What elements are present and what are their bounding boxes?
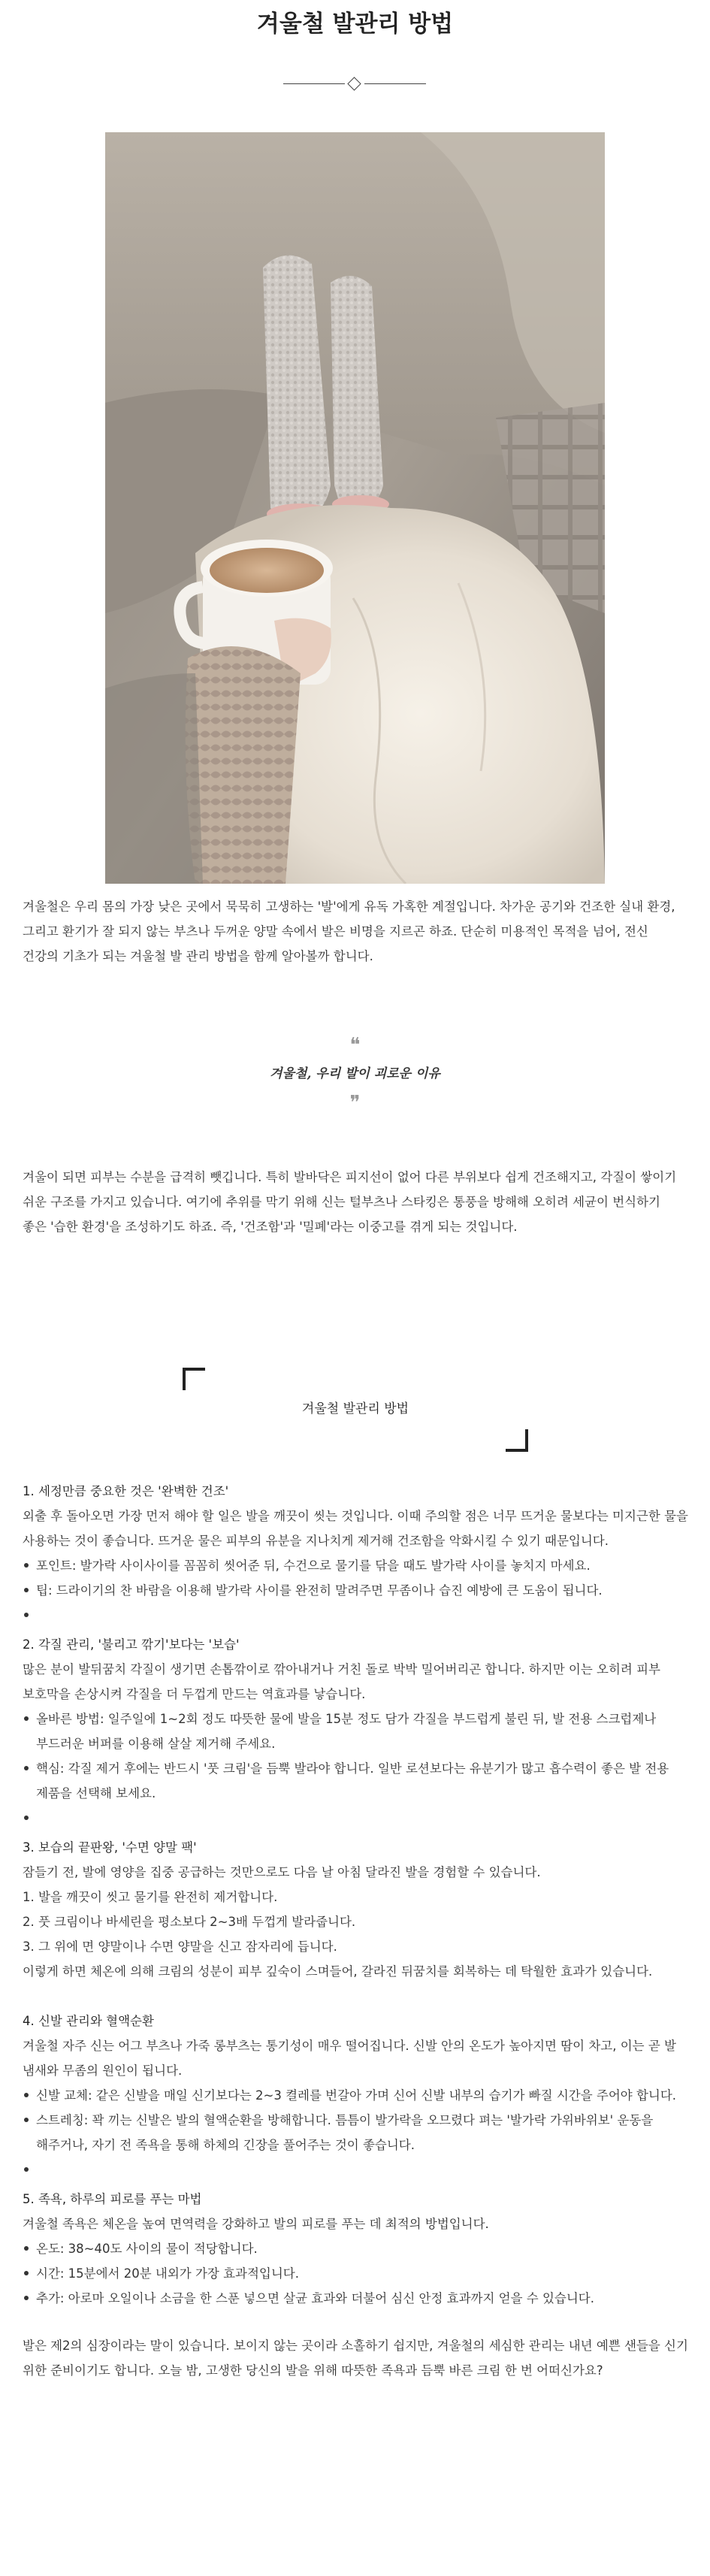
hero-photo-cozy-socks-coffee [105,132,605,884]
section-body: 잠들기 전, 발에 영양을 집중 공급하는 것만으로도 다음 날 아침 달라진 발을 경험할 수 있습니다. [23,1865,541,1879]
step-item: 1. 발을 깨끗이 씻고 물기를 완전히 제거합니다. [23,1890,278,1904]
section-body: 겨울철 족욕은 체온을 높여 면역력을 강화하고 발의 피로를 푸는 데 최적의 방법입니다. [23,2217,489,2231]
list-item: 스트레칭: 꽉 끼는 신발은 발의 혈액순환을 방해합니다. 틈틈이 발가락을 오므렸다 펴는 '발가락 가위바위보' 운동을 해주거나, 자기 전 족욕을 통해 하체의 긴장을 풀어주는 것이 좋습니다. [23,2108,691,2157]
list-item-empty [23,1603,691,1628]
section-5 [23,2187,691,2311]
list-item: 포인트: 발가락 사이사이를 꼼꼼히 씻어준 뒤, 수건으로 물기를 닦을 때도 발가락 사이를 놓치지 마세요. [23,1553,691,1578]
list-item: 신발 교체: 같은 신발을 매일 신기보다는 2~3 켤레를 번갈아 가며 신어 신발 내부의 습기가 빠질 시간을 주어야 합니다. [23,2083,691,2108]
list-item: 팁: 드라이기의 찬 바람을 이용해 발가락 사이를 완전히 말려주면 무좀이나 습진 예방에 큰 도움이 됩니다. [23,1578,691,1603]
section-4 [23,2009,691,2182]
open-quote-icon: ❝ [349,1034,361,1057]
list-item: 시간: 15분에서 20분 내외가 가장 효과적입니다. [23,2261,691,2286]
corner-bracket-top-left [183,1368,205,1390]
intro-paragraph: 겨울철은 우리 몸의 가장 낮은 곳에서 묵묵히 고생하는 '발'에게 유독 가혹한 계절입니다. 차가운 공기와 건조한 실내 환경, 그리고 환기가 잘 되지 않는 부츠나 두꺼운 양말 속에서 발은 비명을 지르곤 하죠. 단순히 미용적인 목적을 넘어, 전신 건강의 기초가 되는 겨울철 발 관리 방법을 함께 알아볼까 합니다. [23,899,675,963]
corner-bracket-bottom-right [506,1429,528,1452]
section-heading: 겨울철 발관리 방법 [301,1401,409,1416]
reason-paragraph: 겨울이 되면 피부는 수분을 급격히 뺏깁니다. 특히 발바닥은 피지선이 없어 다른 부위보다 쉽게 건조해지고, 각질이 쌓이기 쉬운 구조를 가지고 있습니다. 여기에 추위를 막기 위해 신는 털부츠나 스타킹은 통풍을 방해해 오히려 세균이 번식하기 좋은 '습한 환경'을 조성하기도 하죠. 즉, '건조함'과 '밀폐'라는 이중고를 겪게 되는 것입니다. [23,1170,677,1234]
bullet-list [23,1553,691,1628]
hero-illustration [105,132,605,884]
list-item-empty [23,2157,691,2182]
divider-line-right [364,83,426,84]
bullet-list [23,2236,691,2311]
step-list [23,1885,691,1959]
section-title: 1. 세정만큼 중요한 것은 '완벽한 건조' [23,1484,229,1498]
section-title: 3. 보습의 끝판왕, '수면 양말 팩' [23,1840,197,1855]
section-title: 5. 족욕, 하루의 피로를 푸는 마법 [23,2192,202,2206]
section-body: 외출 후 돌아오면 가장 먼저 해야 할 일은 발을 깨끗이 씻는 것입니다. 이때 주의할 점은 너무 뜨거운 물보다는 미지근한 물을 사용하는 것이 좋습니다. 뜨거운 물은 피부의 유분을 지나치게 제거해 건조함을 악화시킬 수 있기 때문입니다. [23,1509,688,1548]
list-item-empty [23,1806,691,1831]
step-item: 3. 그 위에 면 양말이나 수면 양말을 신고 잠자리에 듭니다. [23,1940,337,1954]
section-3 [23,1835,691,1984]
section-title: 2. 각질 관리, '불리고 깎기'보다는 '보습' [23,1637,240,1652]
tips-content [23,1479,691,2383]
section-title: 4. 신발 관리와 혈액순환 [23,2014,154,2028]
bullet-list [23,2083,691,2182]
list-item: 올바른 방법: 일주일에 1~2회 정도 따뜻한 물에 발을 15분 정도 담가 각질을 부드럽게 불린 뒤, 발 전용 스크럽제나 부드러운 버퍼를 이용해 살살 제거해 주세요. [23,1707,691,1756]
section-body: 많은 분이 발뒤꿈치 각질이 생기면 손톱깎이로 깎아내거나 거친 돌로 박박 밀어버리곤 합니다. 하지만 이는 오히려 피부 보호막을 손상시켜 각질을 더 두껍게 만드는 역효과를 낳습니다. [23,1662,660,1701]
list-item: 추가: 아로마 오일이나 소금을 한 스푼 넣으면 살균 효과와 더불어 심신 안정 효과까지 얻을 수 있습니다. [23,2286,691,2311]
closing-paragraph: 발은 제2의 심장이라는 말이 있습니다. 보이지 않는 곳이라 소홀하기 쉽지만, 겨울철의 세심한 관리는 내년 예쁜 샌들을 신기 위한 준비이기도 합니다. 오늘 밤, 고생한 당신의 발을 위해 따뜻한 족욕과 듬뿍 바른 크림 한 번 어떠신가요? [23,2339,688,2378]
step-item: 2. 풋 크림이나 바세린을 평소보다 2~3배 두껍게 발라줍니다. [23,1915,356,1929]
diamond-icon [347,77,361,90]
list-item: 온도: 38~40도 사이의 물이 적당합니다. [23,2236,691,2261]
close-quote-icon: ❞ [349,1092,361,1114]
page-title: 겨울철 발관리 방법 [256,11,454,38]
title-divider [283,77,426,92]
list-item: 핵심: 각질 제거 후에는 반드시 '풋 크림'을 듬뿍 발라야 합니다. 일반 로션보다는 유분기가 많고 흡수력이 좋은 발 전용 제품을 선택해 보세요. [23,1756,691,1806]
divider-line-left [283,83,345,84]
section-after-text: 이렇게 하면 체온에 의해 크림의 성분이 피부 깊숙이 스며들어, 갈라진 뒤꿈치를 회복하는 데 탁월한 효과가 있습니다. [23,1964,653,1979]
bullet-list [23,1707,691,1831]
section-1 [23,1479,691,1628]
section-body: 겨울철 자주 신는 어그 부츠나 가죽 롱부츠는 통기성이 매우 떨어집니다. 신발 안의 온도가 높아지면 땀이 차고, 이는 곧 발 냄새와 무좀의 원인이 됩니다. [23,2039,676,2078]
section-2 [23,1632,691,1831]
quote-heading: 겨울철, 우리 발이 괴로운 이유 [270,1066,440,1081]
section-heading-box [183,1368,528,1452]
